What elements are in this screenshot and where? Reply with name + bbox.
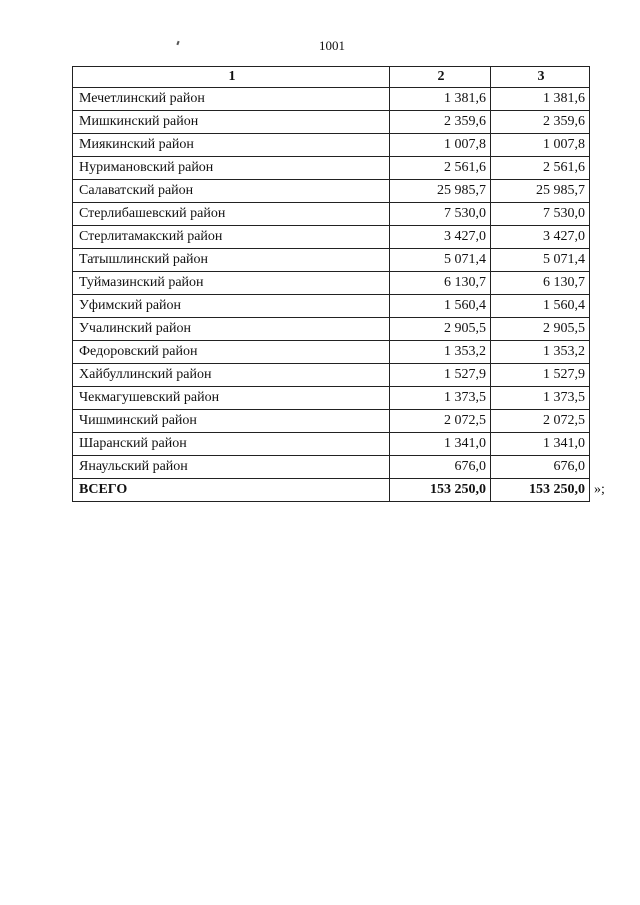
table-row: [73, 88, 590, 111]
district-name-cell: Стерлитамакский район: [73, 226, 390, 249]
value-col3-cell: 6 130,7: [491, 272, 590, 295]
district-name-cell: Салаватский район: [73, 180, 390, 203]
table-row: [73, 341, 590, 364]
table-row: [73, 111, 590, 134]
page-number: 1001: [319, 38, 345, 53]
district-name-cell: Татышлинский район: [73, 249, 390, 272]
table-row: [73, 318, 590, 341]
district-name-cell: Федоровский район: [73, 341, 390, 364]
district-name-cell: Стерлибашевский район: [73, 203, 390, 226]
value-col3-cell: 7 530,0: [491, 203, 590, 226]
value-col2-cell: 1 560,4: [390, 295, 491, 318]
column-header-1: 1: [73, 67, 390, 88]
value-col3-cell: 2 561,6: [491, 157, 590, 180]
budget-table: [72, 66, 590, 502]
value-col2-cell: 1 341,0: [390, 433, 491, 456]
value-col2-cell: 153 250,0: [390, 479, 491, 502]
table-header-row: [73, 67, 590, 88]
value-col3-cell: 2 905,5: [491, 318, 590, 341]
value-col3-cell: 1 007,8: [491, 134, 590, 157]
district-name-cell: Нуримановский район: [73, 157, 390, 180]
value-col2-cell: 2 905,5: [390, 318, 491, 341]
value-col3-cell: 5 071,4: [491, 249, 590, 272]
closing-quote-mark: »;: [594, 482, 605, 497]
value-col2-cell: 7 530,0: [390, 203, 491, 226]
value-col2-cell: 5 071,4: [390, 249, 491, 272]
value-col2-cell: 1 381,6: [390, 88, 491, 111]
value-col2-cell: 2 072,5: [390, 410, 491, 433]
table-row: [73, 134, 590, 157]
value-col2-cell: 25 985,7: [390, 180, 491, 203]
table-row: [73, 203, 590, 226]
table-row: [73, 433, 590, 456]
value-col2-cell: 1 527,9: [390, 364, 491, 387]
table-body: [73, 88, 590, 502]
value-col2-cell: 2 359,6: [390, 111, 491, 134]
district-name-cell: Шаранский район: [73, 433, 390, 456]
table-row: [73, 272, 590, 295]
district-name-cell: Чекмагушевский район: [73, 387, 390, 410]
value-col3-cell: 25 985,7: [491, 180, 590, 203]
value-col3-cell: 1 527,9: [491, 364, 590, 387]
column-header-3: 3: [491, 67, 590, 88]
table-row: [73, 364, 590, 387]
value-col3-cell: 3 427,0: [491, 226, 590, 249]
value-col3-cell: 1 381,6: [491, 88, 590, 111]
value-col3-cell: 1 341,0: [491, 433, 590, 456]
district-name-cell: Янаульский район: [73, 456, 390, 479]
district-name-cell: Мечетлинский район: [73, 88, 390, 111]
table-row: [73, 249, 590, 272]
table-row: [73, 387, 590, 410]
district-name-cell: Мишкинский район: [73, 111, 390, 134]
value-col2-cell: 676,0: [390, 456, 491, 479]
table-row: [73, 410, 590, 433]
district-name-cell: Хайбуллинский район: [73, 364, 390, 387]
column-header-2: 2: [390, 67, 491, 88]
table-row: [73, 157, 590, 180]
district-name-cell: Миякинский район: [73, 134, 390, 157]
value-col2-cell: 3 427,0: [390, 226, 491, 249]
value-col3-cell: 2 072,5: [491, 410, 590, 433]
value-col2-cell: 6 130,7: [390, 272, 491, 295]
value-col3-cell: 2 359,6: [491, 111, 590, 134]
value-col3-cell: 1 353,2: [491, 341, 590, 364]
value-col3-cell: 676,0: [491, 456, 590, 479]
district-name-cell: ВСЕГО: [73, 479, 390, 502]
district-name-cell: Уфимский район: [73, 295, 390, 318]
table-row: [73, 226, 590, 249]
district-name-cell: Туймазинский район: [73, 272, 390, 295]
district-name-cell: Учалинский район: [73, 318, 390, 341]
table-row: [73, 456, 590, 479]
table-row: [73, 180, 590, 203]
value-col3-cell: 1 373,5: [491, 387, 590, 410]
table-total-row: [73, 479, 590, 502]
value-col3-cell: 153 250,0: [491, 479, 590, 502]
district-name-cell: Чишминский район: [73, 410, 390, 433]
value-col3-cell: 1 560,4: [491, 295, 590, 318]
table-row: [73, 295, 590, 318]
value-col2-cell: 1 373,5: [390, 387, 491, 410]
value-col2-cell: 1 353,2: [390, 341, 491, 364]
value-col2-cell: 2 561,6: [390, 157, 491, 180]
value-col2-cell: 1 007,8: [390, 134, 491, 157]
